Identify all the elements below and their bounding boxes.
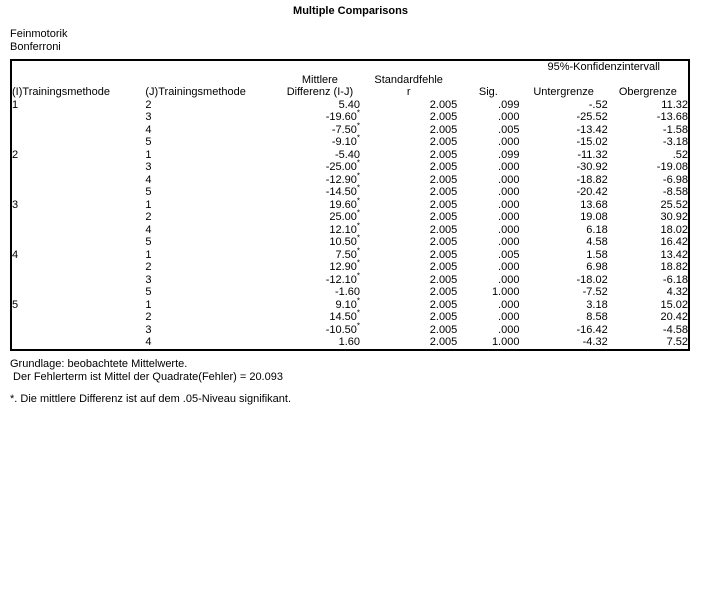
cell-group-i xyxy=(11,174,145,187)
cell-std-error: 2.005 xyxy=(429,298,458,311)
significance-star: * xyxy=(356,270,361,280)
cell-sig: .000 xyxy=(498,236,520,248)
cell-std-error: 2.005 xyxy=(429,261,458,273)
cell-sig: 1.000 xyxy=(491,286,520,298)
significance-star: * xyxy=(356,183,361,193)
cell-mean-difference: -12.90* xyxy=(325,170,361,186)
cell-group-j: 4 xyxy=(145,123,152,136)
significance-star: * xyxy=(356,320,361,330)
cell-mean-difference: 12.10* xyxy=(329,220,361,236)
cell-group-j: 4 xyxy=(145,173,152,186)
cell-mean-difference: 1.60 xyxy=(338,336,361,348)
cell-std-error: 2.005 xyxy=(429,198,458,211)
header-sig: Sig. xyxy=(478,86,498,98)
cell-ci-upper: -6.98 xyxy=(662,173,688,186)
significance-star: * xyxy=(356,133,361,143)
cell-group-j: 5 xyxy=(145,236,152,248)
cell-mean-difference: -5.40 xyxy=(334,148,361,161)
cell-mean-difference: -25.00* xyxy=(325,158,361,173)
cell-group-i xyxy=(11,261,145,274)
cell-ci-upper: 13.42 xyxy=(660,248,688,261)
cell-ci-lower: -15.02 xyxy=(576,136,608,148)
cell-group-i xyxy=(11,211,145,224)
significance-star: * xyxy=(356,220,361,230)
cell-std-error: 2.005 xyxy=(429,173,458,186)
cell-mean-difference: -19.60* xyxy=(325,108,361,123)
table-footnotes xyxy=(10,358,701,406)
cell-sig: .000 xyxy=(498,161,520,173)
cell-ci-upper: -6.18 xyxy=(662,273,688,286)
cell-sig: .000 xyxy=(498,186,520,198)
cell-group-j: 1 xyxy=(145,198,152,211)
cell-group-j: 2 xyxy=(145,98,152,111)
cell-ci-upper: -3.18 xyxy=(662,136,688,148)
cell-std-error: 2.005 xyxy=(429,186,458,198)
table-row xyxy=(11,286,689,299)
table-row xyxy=(11,199,689,212)
cell-group-j: 1 xyxy=(145,148,152,161)
cell-group-j: 2 xyxy=(145,261,152,273)
cell-ci-lower: -20.42 xyxy=(576,186,608,198)
table-caption xyxy=(10,28,701,53)
cell-ci-lower: -25.52 xyxy=(576,111,608,123)
cell-group-j: 4 xyxy=(145,223,152,236)
table-header xyxy=(11,60,689,99)
cell-sig: .099 xyxy=(498,98,520,111)
cell-group-i: 2 xyxy=(12,148,19,161)
cell-ci-upper: 18.02 xyxy=(660,223,688,236)
header-col-i: (I)Trainingsmethode xyxy=(12,86,111,98)
cell-mean-difference: -1.60 xyxy=(334,286,361,298)
footnote-error-term: Der Fehlerterm ist Mittel der Quadrate(Fehler) = 20.093 xyxy=(10,370,283,383)
cell-sig: .099 xyxy=(498,148,520,161)
cell-std-error: 2.005 xyxy=(429,136,458,148)
header-cell-blank-sig xyxy=(457,60,519,74)
header-cell-blank-i xyxy=(11,60,145,74)
table-row xyxy=(11,336,689,350)
table-row xyxy=(11,224,689,237)
cell-group-i xyxy=(11,186,145,199)
cell-std-error: 2.005 xyxy=(429,161,458,173)
cell-group-i xyxy=(11,336,145,350)
significance-star: * xyxy=(356,233,361,243)
table-row xyxy=(11,99,689,112)
cell-group-j: 1 xyxy=(145,248,152,261)
cell-mean-difference: 10.50* xyxy=(329,233,361,248)
cell-sig: .000 xyxy=(498,211,520,223)
table-row xyxy=(11,249,689,262)
significance-star: * xyxy=(356,308,361,318)
significance-star: * xyxy=(356,295,361,305)
header-cell-blank-meandiff xyxy=(280,60,360,74)
cell-mean-difference: 25.00* xyxy=(329,208,361,223)
header-cell-blank-stderr xyxy=(360,60,457,74)
cell-std-error: 2.005 xyxy=(429,273,458,286)
cell-group-i xyxy=(11,161,145,174)
cell-sig: .000 xyxy=(498,311,520,323)
cell-group-i: 1 xyxy=(12,98,19,111)
cell-group-i xyxy=(11,124,145,137)
cell-ci-lower: -16.42 xyxy=(576,323,608,336)
cell-ci-lower: -4.32 xyxy=(582,336,608,348)
table-row xyxy=(11,211,689,224)
header-ci-lower: Untergrenze xyxy=(533,86,594,98)
comparisons-table-container xyxy=(10,59,690,351)
significance-star: * xyxy=(356,158,361,168)
cell-ci-upper: 30.92 xyxy=(660,211,688,223)
header-mean-difference-line1: Mittlere xyxy=(301,73,338,86)
table-row xyxy=(11,274,689,287)
cell-sig: .000 xyxy=(498,173,520,186)
cell-ci-lower: -18.02 xyxy=(576,273,608,286)
dependent-variable-label: Feinmotorik xyxy=(10,28,68,40)
cell-std-error: 2.005 xyxy=(429,286,458,298)
cell-mean-difference: -14.50* xyxy=(325,183,361,198)
footnote-spacer xyxy=(10,384,701,393)
cell-std-error: 2.005 xyxy=(429,311,458,323)
post-hoc-test-label: Bonferroni xyxy=(10,40,61,53)
header-row-top xyxy=(11,60,689,74)
header-row-bottom xyxy=(11,74,689,99)
table-body xyxy=(11,99,689,350)
multiple-comparisons-table xyxy=(10,59,690,351)
page-title: Multiple Comparisons xyxy=(293,5,408,17)
cell-group-j: 5 xyxy=(145,136,152,148)
cell-ci-lower: 13.68 xyxy=(580,198,608,211)
cell-std-error: 2.005 xyxy=(429,336,458,348)
cell-group-i xyxy=(11,311,145,324)
cell-mean-difference: 9.10* xyxy=(335,295,361,311)
cell-ci-lower: 4.58 xyxy=(586,236,608,248)
cell-mean-difference: 14.50* xyxy=(329,308,361,323)
significance-star: * xyxy=(356,245,361,255)
significance-star: * xyxy=(356,108,361,118)
cell-ci-lower: 1.58 xyxy=(586,248,608,261)
cell-mean-difference: 12.90* xyxy=(329,258,361,273)
table-row xyxy=(11,324,689,337)
header-confidence-interval-group: 95%-Konfidenzintervall xyxy=(547,61,660,73)
table-row xyxy=(11,174,689,187)
cell-ci-upper: 15.02 xyxy=(660,298,688,311)
cell-ci-lower: -30.92 xyxy=(576,161,608,173)
cell-sig: .000 xyxy=(498,223,520,236)
cell-group-j: 5 xyxy=(145,286,152,298)
cell-group-j: 3 xyxy=(145,111,152,123)
cell-ci-lower: 3.18 xyxy=(586,298,608,311)
cell-ci-lower: -13.42 xyxy=(576,123,608,136)
cell-std-error: 2.005 xyxy=(429,123,458,136)
cell-mean-difference: -7.50* xyxy=(331,120,361,136)
table-row xyxy=(11,186,689,199)
cell-group-i xyxy=(11,286,145,299)
cell-ci-lower: -.52 xyxy=(588,98,608,111)
cell-sig: .000 xyxy=(498,136,520,148)
significance-star: * xyxy=(356,208,361,218)
cell-sig: .005 xyxy=(498,248,520,261)
cell-ci-upper: 7.52 xyxy=(666,336,688,348)
table-row xyxy=(11,111,689,124)
cell-ci-upper: -8.58 xyxy=(662,186,688,198)
cell-sig: .000 xyxy=(498,298,520,311)
cell-ci-lower: 6.98 xyxy=(586,261,608,273)
cell-mean-difference: 7.50* xyxy=(335,245,361,261)
cell-ci-upper: -4.58 xyxy=(662,323,688,336)
header-cell-blank-j xyxy=(145,60,279,74)
cell-ci-upper: -1.58 xyxy=(662,123,688,136)
cell-std-error: 2.005 xyxy=(429,223,458,236)
cell-group-i xyxy=(11,136,145,149)
cell-group-j: 3 xyxy=(145,273,152,286)
cell-ci-upper: 20.42 xyxy=(660,311,688,323)
header-ci-upper: Obergrenze xyxy=(618,86,677,98)
cell-group-i xyxy=(11,224,145,237)
cell-sig: .000 xyxy=(498,323,520,336)
cell-sig: .000 xyxy=(498,111,520,123)
cell-mean-difference: -10.50* xyxy=(325,320,361,336)
cell-sig: .000 xyxy=(498,198,520,211)
table-row xyxy=(11,236,689,249)
cell-ci-upper: -13.68 xyxy=(656,111,688,123)
cell-group-i xyxy=(11,236,145,249)
significance-star: * xyxy=(356,120,361,130)
cell-group-j: 3 xyxy=(145,161,152,173)
table-row xyxy=(11,161,689,174)
header-std-error-line2: r xyxy=(406,86,411,98)
header-std-error-line1: Standardfehle xyxy=(374,73,443,86)
cell-sig: .005 xyxy=(498,123,520,136)
footnote-basis: Grundlage: beobachtete Mittelwerte. xyxy=(10,357,188,370)
cell-std-error: 2.005 xyxy=(429,236,458,248)
cell-std-error: 2.005 xyxy=(429,148,458,161)
cell-group-j: 4 xyxy=(145,336,152,348)
cell-mean-difference: -12.10* xyxy=(325,270,361,286)
header-mean-difference-line2: Differenz (I-J) xyxy=(286,86,354,98)
cell-std-error: 2.005 xyxy=(429,323,458,336)
cell-group-j: 3 xyxy=(145,323,152,336)
significance-star: * xyxy=(356,258,361,268)
cell-ci-lower: -18.82 xyxy=(576,173,608,186)
cell-group-i xyxy=(11,111,145,124)
table-row xyxy=(11,136,689,149)
cell-std-error: 2.005 xyxy=(429,98,458,111)
cell-group-j: 2 xyxy=(145,211,152,223)
cell-ci-lower: -7.52 xyxy=(582,286,608,298)
cell-ci-lower: 19.08 xyxy=(580,211,608,223)
cell-ci-upper: -19.08 xyxy=(656,161,688,173)
cell-ci-lower: -11.32 xyxy=(577,148,608,161)
cell-sig: 1.000 xyxy=(491,336,520,348)
cell-group-j: 2 xyxy=(145,311,152,323)
significance-star: * xyxy=(356,195,361,205)
cell-ci-lower: 6.18 xyxy=(586,223,608,236)
table-row xyxy=(11,149,689,162)
table-row xyxy=(11,311,689,324)
cell-group-i: 4 xyxy=(12,248,19,261)
cell-std-error: 2.005 xyxy=(429,211,458,223)
table-row xyxy=(11,299,689,312)
cell-ci-upper: 18.82 xyxy=(660,261,688,273)
header-std-error xyxy=(360,74,457,99)
cell-std-error: 2.005 xyxy=(429,248,458,261)
cell-group-j: 5 xyxy=(145,186,152,198)
cell-ci-upper: 4.32 xyxy=(666,286,688,298)
cell-ci-upper: 25.52 xyxy=(660,198,688,211)
cell-group-i: 5 xyxy=(12,298,19,311)
cell-group-i xyxy=(11,274,145,287)
significance-star: * xyxy=(356,170,361,180)
cell-ci-upper: .52 xyxy=(672,148,688,161)
table-row xyxy=(11,124,689,137)
footnote-significance: *. Die mittlere Differenz ist auf dem .05-Niveau signifikant. xyxy=(10,392,292,405)
table-row xyxy=(11,261,689,274)
cell-sig: .000 xyxy=(498,273,520,286)
header-col-j: (J)Trainingsmethode xyxy=(145,86,246,98)
cell-group-j: 1 xyxy=(145,298,152,311)
cell-sig: .000 xyxy=(498,261,520,273)
cell-group-i: 3 xyxy=(12,198,19,211)
cell-mean-difference: 19.60* xyxy=(329,195,361,211)
cell-ci-lower: 8.58 xyxy=(586,311,608,323)
cell-ci-upper: 11.32 xyxy=(661,98,688,111)
cell-group-i xyxy=(11,324,145,337)
header-mean-difference xyxy=(280,74,360,99)
cell-ci-upper: 16.42 xyxy=(660,236,688,248)
cell-mean-difference: -9.10* xyxy=(331,133,361,148)
cell-mean-difference: 5.40 xyxy=(338,98,361,111)
cell-std-error: 2.005 xyxy=(429,111,458,123)
